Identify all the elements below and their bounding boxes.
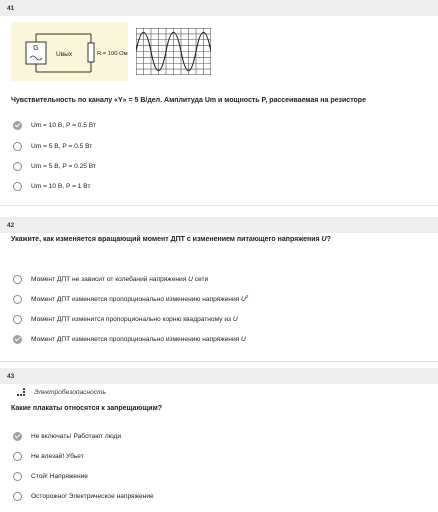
answer-option[interactable] bbox=[13, 119, 96, 131]
category-label: Электробезопасность bbox=[34, 389, 107, 396]
answer-option-label: Um = 5 В, P = 0.5 Вт bbox=[31, 142, 93, 150]
resistor-symbol bbox=[88, 43, 94, 62]
divider bbox=[0, 361, 438, 362]
question-number-bar bbox=[0, 217, 438, 233]
radio-checked-icon[interactable] bbox=[13, 121, 22, 130]
answer-option-label: Um = 5 В, P = 0.25 Вт bbox=[31, 162, 96, 170]
radio-icon[interactable] bbox=[13, 275, 22, 284]
question-number-bar bbox=[0, 0, 438, 16]
answer-option-label: Um = 10 В, P = 1 Вт bbox=[31, 182, 91, 190]
answer-option[interactable] bbox=[13, 273, 208, 285]
radio-checked-icon[interactable] bbox=[13, 432, 22, 441]
answer-option[interactable] bbox=[13, 293, 248, 305]
answer-option[interactable] bbox=[13, 470, 88, 482]
answer-option-label bbox=[31, 276, 208, 283]
question-text-part: Укажите, как изменяется вращающий момент ДПТ с изменением питающего напряжения bbox=[11, 236, 322, 243]
answer-option[interactable] bbox=[13, 490, 154, 502]
question-text-variable: U bbox=[321, 236, 327, 243]
answer-option-text: сети bbox=[192, 275, 209, 283]
radio-checked-icon[interactable] bbox=[13, 335, 22, 344]
answer-option-variable: U bbox=[188, 275, 193, 283]
answer-option[interactable] bbox=[13, 430, 121, 442]
category-row bbox=[17, 388, 106, 397]
resistor-label: R = 100 Ом bbox=[97, 51, 128, 57]
answer-option-text: Момент ДПТ изменяется пропорционально изменению напряжения bbox=[31, 335, 242, 343]
answer-option-text: Момент ДПТ изменится пропорционально корню квадратному из bbox=[31, 315, 233, 323]
answer-option[interactable] bbox=[13, 450, 84, 462]
answer-option-variable: U bbox=[232, 315, 238, 323]
answer-option-text: Момент ДПТ изменяется пропорционально изменению напряжения bbox=[31, 296, 242, 304]
radio-icon[interactable] bbox=[13, 142, 22, 151]
radio-icon[interactable] bbox=[13, 492, 22, 501]
question-43 bbox=[0, 368, 438, 384]
question-42 bbox=[0, 217, 438, 233]
answer-option-label bbox=[31, 316, 238, 323]
divider bbox=[0, 205, 438, 206]
oscilloscope-figure bbox=[136, 28, 211, 75]
answer-option[interactable] bbox=[13, 160, 96, 172]
answer-option-label: Не влезай! Убьет bbox=[31, 452, 84, 460]
question-text: Какие плакаты относятся к запрещающим? bbox=[11, 405, 163, 412]
radio-icon[interactable] bbox=[13, 452, 22, 461]
answer-option-label bbox=[31, 336, 246, 343]
answer-option[interactable] bbox=[13, 140, 92, 152]
answer-option-label bbox=[31, 294, 248, 303]
answer-option-label: Осторожно! Электрическое напряжение bbox=[31, 492, 154, 500]
category-icon bbox=[17, 388, 27, 397]
answer-option[interactable] bbox=[13, 333, 246, 345]
radio-icon[interactable] bbox=[13, 182, 22, 191]
question-text bbox=[11, 236, 331, 243]
answer-option[interactable] bbox=[13, 313, 238, 325]
question-number-bar bbox=[0, 368, 438, 384]
output-voltage-label: Uвых bbox=[56, 51, 73, 58]
question-number: 41 bbox=[7, 4, 15, 12]
question-text: Чувствительность по каналу «Y» = 5 В/дел. Амплитуда Um и мощность P, рассеиваемая на резисторе bbox=[11, 97, 366, 104]
radio-icon[interactable] bbox=[13, 295, 22, 304]
radio-icon[interactable] bbox=[13, 162, 22, 171]
radio-icon[interactable] bbox=[13, 472, 22, 481]
answer-option-label: Um = 10 В, P = 0.5 Вт bbox=[31, 121, 96, 129]
answer-option-variable: U bbox=[241, 296, 246, 304]
question-text-part: ? bbox=[326, 236, 331, 243]
generator-label: G bbox=[33, 45, 39, 52]
radio-icon[interactable] bbox=[13, 315, 22, 324]
answer-option-superscript: 2 bbox=[245, 294, 249, 300]
circuit-figure bbox=[11, 22, 128, 81]
answer-option-label: Не включать! Работают люди bbox=[31, 432, 122, 440]
answer-option[interactable] bbox=[13, 180, 91, 192]
answer-option-text: Момент ДПТ не зависит от колебаний напряжения bbox=[31, 275, 189, 283]
question-number: 42 bbox=[7, 221, 15, 229]
answer-option-variable: U bbox=[241, 335, 246, 343]
question-number: 43 bbox=[7, 372, 15, 380]
answer-option-label: Стой! Напряжение bbox=[31, 472, 88, 480]
